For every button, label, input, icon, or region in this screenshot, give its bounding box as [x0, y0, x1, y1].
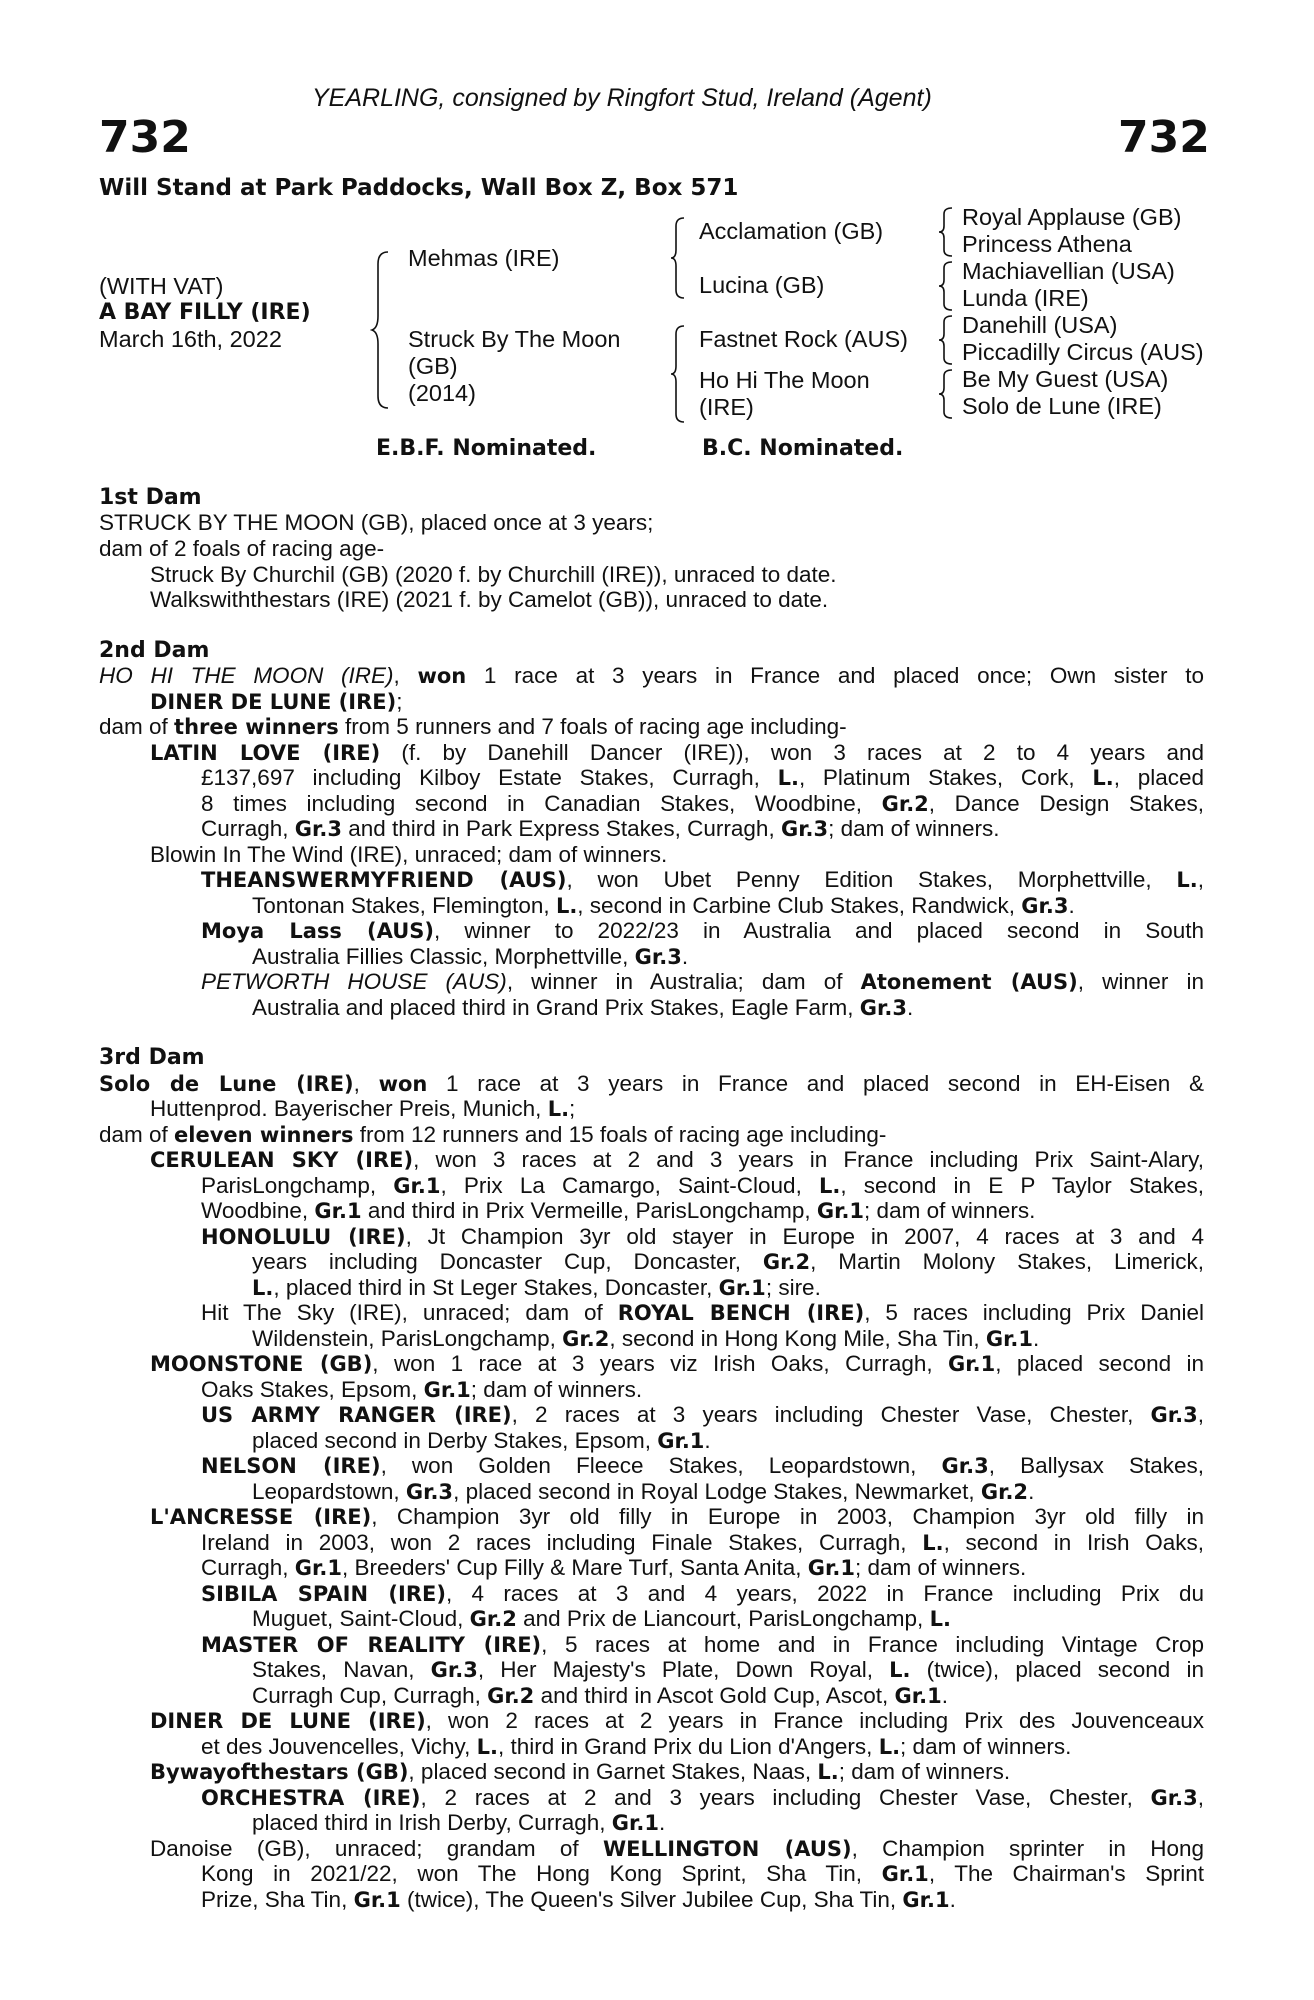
produce-line: et des Jouvencelles, Vichy, L., third in Grand Prix du Lion d'Angers, L.; dam of winners.: [201, 1734, 1072, 1759]
produce-line: placed third in Irish Derby, Curragh, Gr.1.: [252, 1810, 666, 1835]
sire-brace: [670, 216, 686, 300]
sdd: Lunda (IRE): [962, 285, 1089, 311]
produce-line: Ireland in 2003, won 2 races including Finale Stakes, Curragh, L., second in Irish Oaks,: [201, 1530, 1204, 1555]
sss: Royal Applause (GB): [962, 204, 1182, 230]
produce-line: Tontonan Stakes, Flemington, L., second in Carbine Club Stakes, Randwick, Gr.3.: [252, 893, 1075, 918]
produce-line: MOONSTONE (GB), won 1 race at 3 years viz Irish Oaks, Curragh, Gr.1, placed second in: [150, 1351, 1205, 1376]
first-dam-line: STRUCK BY THE MOON (GB), placed once at 3 years;: [99, 510, 654, 535]
horse-name: A BAY FILLY (IRE): [99, 300, 311, 325]
produce-line: Curragh Cup, Curragh, Gr.2 and third in Ascot Gold Cup, Ascot, Gr.1.: [252, 1683, 948, 1708]
dam-brace: [670, 324, 686, 424]
third-dam-line: dam of eleven winners from 12 runners and 15 foals of racing age including-: [99, 1122, 887, 1147]
produce-line: L., placed third in St Leger Stakes, Doncaster, Gr.1; sire.: [252, 1275, 821, 1300]
produce-line: Curragh, Gr.3 and third in Park Express Stakes, Curragh, Gr.3; dam of winners.: [201, 816, 1000, 841]
produce-line: Moya Lass (AUS), winner to 2022/23 in Australia and placed second in South: [201, 918, 1204, 943]
produce-line: Bywayofthestars (GB), placed second in Garnet Stakes, Naas, L.; dam of winners.: [150, 1759, 1011, 1784]
ddd: Solo de Lune (IRE): [962, 393, 1162, 419]
lot-number-left: 732: [99, 112, 191, 163]
sire-name: Mehmas (IRE): [408, 245, 560, 271]
first-dam-heading: 1st Dam: [99, 485, 202, 510]
produce-line: Prize, Sha Tin, Gr.1 (twice), The Queen's Silver Jubilee Cup, Sha Tin, Gr.1.: [201, 1887, 956, 1912]
produce-line: Curragh, Gr.1, Breeders' Cup Filly & Mare Turf, Santa Anita, Gr.1; dam of winners.: [201, 1555, 1027, 1580]
ssd: Princess Athena: [962, 231, 1132, 257]
produce-line: THEANSWERMYFRIEND (AUS), won Ubet Penny Edition Stakes, Morphettville, L.,: [201, 867, 1205, 892]
third-dam-line: Solo de Lune (IRE), won 1 race at 3 years in France and placed second in EH-Eisen &: [99, 1071, 1204, 1096]
sire-dam: Lucina (GB): [699, 272, 825, 298]
third-dam-line: Huttenprod. Bayerischer Preis, Munich, L.;: [150, 1096, 576, 1121]
dam-name-line2: (GB): [408, 353, 458, 379]
consignment-line: YEARLING, consigned by Ringfort Stud, Ireland (Agent): [312, 84, 932, 112]
second-dam-line: DINER DE LUNE (IRE);: [150, 689, 403, 714]
produce-line: Danoise (GB), unraced; grandam of WELLINGTON (AUS), Champion sprinter in Hong: [150, 1836, 1205, 1861]
dds: Be My Guest (USA): [962, 366, 1169, 392]
produce-line: SIBILA SPAIN (IRE), 4 races at 3 and 4 years, 2022 in France including Prix du: [201, 1581, 1204, 1606]
second-dam-heading: 2nd Dam: [99, 638, 210, 663]
produce-line: MASTER OF REALITY (IRE), 5 races at home and in France including Vintage Crop: [201, 1632, 1204, 1657]
produce-line: placed second in Derby Stakes, Epsom, Gr.1.: [252, 1428, 711, 1453]
produce-line: L'ANCRESSE (IRE), Champion 3yr old filly in Europe in 2003, Champion 3yr old filly in: [150, 1504, 1204, 1529]
foaling-date: March 16th, 2022: [99, 326, 282, 352]
produce-line: US ARMY RANGER (IRE), 2 races at 3 years including Chester Vase, Chester, Gr.3,: [201, 1402, 1204, 1427]
sds: Machiavellian (USA): [962, 258, 1175, 284]
produce-line: Leopardstown, Gr.3, placed second in Royal Lodge Stakes, Newmarket, Gr.2.: [252, 1479, 1035, 1504]
produce-line: Blowin In The Wind (IRE), unraced; dam of winners.: [150, 842, 668, 867]
produce-line: NELSON (IRE), won Golden Fleece Stakes, Leopardstown, Gr.3, Ballysax Stakes,: [201, 1453, 1204, 1478]
produce-line: ORCHESTRA (IRE), 2 races at 2 and 3 years including Chester Vase, Chester, Gr.3,: [201, 1785, 1205, 1810]
sd-brace: [938, 260, 954, 312]
produce-line: Kong in 2021/22, won The Hong Kong Sprint, Sha Tin, Gr.1, The Chairman's Sprint: [201, 1861, 1204, 1886]
produce-line: Wildenstein, ParisLongchamp, Gr.2, second in Hong Kong Mile, Sha Tin, Gr.1.: [252, 1326, 1040, 1351]
produce-line: £137,697 including Kilboy Estate Stakes, Curragh, L., Platinum Stakes, Cork, L., placed: [201, 765, 1204, 790]
second-dam-line: dam of three winners from 5 runners and 7 foals of racing age including-: [99, 714, 847, 739]
produce-line: HONOLULU (IRE), Jt Champion 3yr old stayer in Europe in 2007, 4 races at 3 and 4: [201, 1224, 1205, 1249]
produce-line: Hit The Sky (IRE), unraced; dam of ROYAL BENCH (IRE), 5 races including Prix Daniel: [201, 1300, 1205, 1325]
horse-brace: [370, 250, 392, 410]
dam-dam-line1: Ho Hi The Moon: [699, 367, 870, 393]
dsd: Piccadilly Circus (AUS): [962, 339, 1204, 365]
sire-sire: Acclamation (GB): [699, 218, 884, 244]
dam-dam-line2: (IRE): [699, 394, 754, 420]
dd-brace: [938, 368, 954, 420]
produce-line: Stakes, Navan, Gr.3, Her Majesty's Plate, Down Royal, L. (twice), placed second in: [252, 1657, 1204, 1682]
produce-line: 8 times including second in Canadian Stakes, Woodbine, Gr.2, Dance Design Stakes,: [201, 791, 1205, 816]
produce-line: CERULEAN SKY (IRE), won 3 races at 2 and 3 years in France including Prix Saint-Alary,: [150, 1147, 1204, 1172]
third-dam-heading: 3rd Dam: [99, 1045, 205, 1070]
first-dam-line: Struck By Churchil (GB) (2020 f. by Churchill (IRE)), unraced to date.: [150, 562, 837, 587]
bc-nominated: B.C. Nominated.: [702, 436, 904, 461]
produce-line: Woodbine, Gr.1 and third in Prix Vermeille, ParisLongchamp, Gr.1; dam of winners.: [201, 1198, 1036, 1223]
produce-line: Australia Fillies Classic, Morphettville, Gr.3.: [252, 944, 689, 969]
dam-name-line3: (2014): [408, 380, 476, 406]
first-dam-line: dam of 2 foals of racing age-: [99, 536, 385, 561]
ss-brace: [938, 206, 954, 258]
produce-line: Australia and placed third in Grand Prix Stakes, Eagle Farm, Gr.3.: [252, 995, 914, 1020]
produce-line: years including Doncaster Cup, Doncaster, Gr.2, Martin Molony Stakes, Limerick,: [252, 1249, 1204, 1274]
vat-label: (WITH VAT): [99, 273, 224, 299]
dss: Danehill (USA): [962, 312, 1118, 338]
stand-location: Will Stand at Park Paddocks, Wall Box Z, Box 571: [99, 175, 739, 201]
dam-sire: Fastnet Rock (AUS): [699, 326, 908, 352]
lot-number-right: 732: [1118, 112, 1210, 163]
first-dam-line: Walkswiththestars (IRE) (2021 f. by Camelot (GB)), unraced to date.: [150, 587, 829, 612]
produce-line: ParisLongchamp, Gr.1, Prix La Camargo, Saint-Cloud, L., second in E P Taylor Stakes,: [201, 1173, 1204, 1198]
produce-line: Muguet, Saint-Cloud, Gr.2 and Prix de Liancourt, ParisLongchamp, L.: [252, 1606, 951, 1631]
produce-line: PETWORTH HOUSE (AUS), winner in Australia; dam of Atonement (AUS), winner in: [201, 969, 1204, 994]
produce-line: DINER DE LUNE (IRE), won 2 races at 2 years in France including Prix des Jouvenceaux: [150, 1708, 1204, 1733]
ebf-nominated: E.B.F. Nominated.: [376, 436, 597, 461]
second-dam-line: HO HI THE MOON (IRE), won 1 race at 3 years in France and placed once; Own sister to: [99, 663, 1204, 688]
produce-line: Oaks Stakes, Epsom, Gr.1; dam of winners.: [201, 1377, 643, 1402]
produce-line: LATIN LOVE (IRE) (f. by Danehill Dancer (IRE)), won 3 races at 2 to 4 years and: [150, 740, 1204, 765]
dam-name-line1: Struck By The Moon: [408, 326, 621, 352]
ds-brace: [938, 314, 954, 366]
